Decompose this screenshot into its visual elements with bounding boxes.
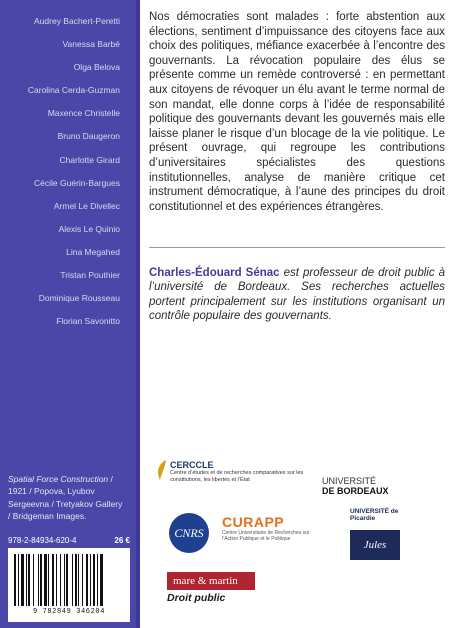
curapp-logo	[222, 514, 322, 554]
barcode	[8, 548, 130, 622]
editor-bio-text: est professeur de droit public à l’université de Bordeaux. Ses recherches actuelles portent principalement sur les institutions organisant un contrôle populaire des gouvernants.	[149, 266, 446, 323]
barcode-bar	[18, 554, 19, 606]
author-name: Vanessa Barbé	[62, 39, 120, 50]
credit-details: / 1921 / Popova, Lyubov Sergeevna / Tretyakov Gallery / Bridgeman Images.	[8, 474, 123, 522]
sidebar-edge-strip	[136, 0, 140, 628]
author-name: Charlotte Girard	[59, 154, 120, 165]
curapp-name: CURAPP	[222, 514, 285, 530]
author-bio	[149, 266, 445, 324]
author-name: Dominique Rousseau	[38, 293, 120, 304]
series-name: Droit public	[167, 592, 226, 604]
barcode-bar	[90, 554, 91, 606]
cover-image-credit	[8, 473, 126, 523]
isbn-number: 978-2-84934-620-4	[8, 536, 77, 545]
cercle-logo	[170, 460, 320, 500]
barcode-bar	[82, 554, 83, 606]
cercle-name: CERCCLE	[170, 460, 214, 470]
author-list	[0, 10, 120, 333]
cnrs-logo	[167, 511, 211, 555]
author-name: Bruno Daugeron	[57, 131, 120, 142]
author-name: Carolina Cerda-Guzman	[27, 85, 120, 96]
barcode-bar	[60, 554, 61, 606]
credit-artwork-title: Spatial Force Construction	[8, 474, 109, 484]
author-name: Florian Savonitto	[56, 316, 120, 327]
author-name: Maxence Christelle	[47, 108, 120, 119]
section-divider	[149, 247, 445, 248]
barcode-bar	[52, 554, 54, 606]
universite-bordeaux-logo	[322, 476, 402, 502]
summary-paragraph: Nos démocraties sont malades : forte abstention aux élections, sentiment d’impuissance des citoyens face aux choix des politiques, méfiance exacerbée à l’encontre des gouvernants. La révocation populaire des élus se présente comme un remède controversé : en permettant aux citoyens de révoquer un élu avant le terme normal de son mandat, elle donne corps à l’idée de responsabilité politique des gouvernants devant les gouvernés mais elle laisse planer le risque d’un blocage de la vie politique. Le présent ouvrage, qui regroupe les contributions d’universitaires spécialistes des questions institutionnelles, analyse de manière critique cet instrument démocratique, à l’aune des principes du droit constitutionnel et des expériences étrangères.	[149, 11, 445, 213]
leaf-icon	[156, 460, 168, 480]
author-name: Alexis Le Quinio	[58, 223, 120, 234]
price-label: 26 €	[114, 536, 130, 545]
barcode-digits: 9 782849 346204	[32, 608, 105, 616]
cnrs-logo-icon	[167, 511, 211, 555]
upicardie-heading: UNIVERSITÉ de Picardie	[350, 508, 399, 522]
barcode-bar	[44, 554, 47, 606]
barcode-bar	[64, 554, 65, 606]
cercle-subtitle: Centre d’études et de recherches comparatives sur les constitutions, les libertés et l’État	[170, 470, 304, 483]
barcode-bar	[75, 554, 77, 606]
ubx-bordeaux: DE BORDEAUX	[322, 486, 389, 496]
barcode-bar	[38, 554, 39, 606]
barcode-bar	[72, 554, 73, 606]
barcode-bar	[33, 554, 34, 606]
cnrs-text: CNRS	[174, 526, 204, 540]
author-name: Audrey Bachert-Peretti	[34, 16, 120, 26]
barcode-bar	[56, 554, 57, 606]
author-name: Tristan Pouthier	[60, 270, 120, 281]
barcode-bar	[97, 554, 98, 606]
editor-name: Charles-Édouard Sénac	[149, 266, 280, 279]
barcode-bar	[86, 554, 88, 606]
author-name: Cécile Guérin-Bargues	[34, 177, 120, 188]
isbn-price-row	[8, 536, 132, 545]
barcode-bar	[66, 554, 68, 606]
barcode-bar	[93, 554, 95, 606]
barcode-bar	[100, 554, 103, 606]
author-name: Armel Le Divellec	[53, 200, 120, 211]
barcode-bar	[26, 554, 27, 606]
barcode-bar	[40, 554, 42, 606]
sidebar-panel	[0, 0, 140, 628]
publisher-block	[167, 572, 277, 604]
upicardie-signature: Jules Verne	[350, 530, 400, 560]
author-name: Olga Belova	[73, 62, 120, 73]
barcode-bar	[21, 554, 24, 606]
universite-picardie-logo	[350, 508, 414, 581]
barcode-bar	[28, 554, 30, 606]
publisher-logo: mare & martin	[167, 572, 255, 590]
curapp-subtitle: Centre Universitaire de Recherches sur l’Action Publique et le Politique	[222, 530, 310, 542]
barcode-bar	[48, 554, 49, 606]
author-name: Lina Megahed	[66, 246, 120, 257]
barcode-bars	[14, 554, 124, 606]
ubx-universite: UNIVERSITÉ	[322, 476, 377, 486]
barcode-bar	[78, 554, 79, 606]
barcode-bar	[14, 554, 16, 606]
